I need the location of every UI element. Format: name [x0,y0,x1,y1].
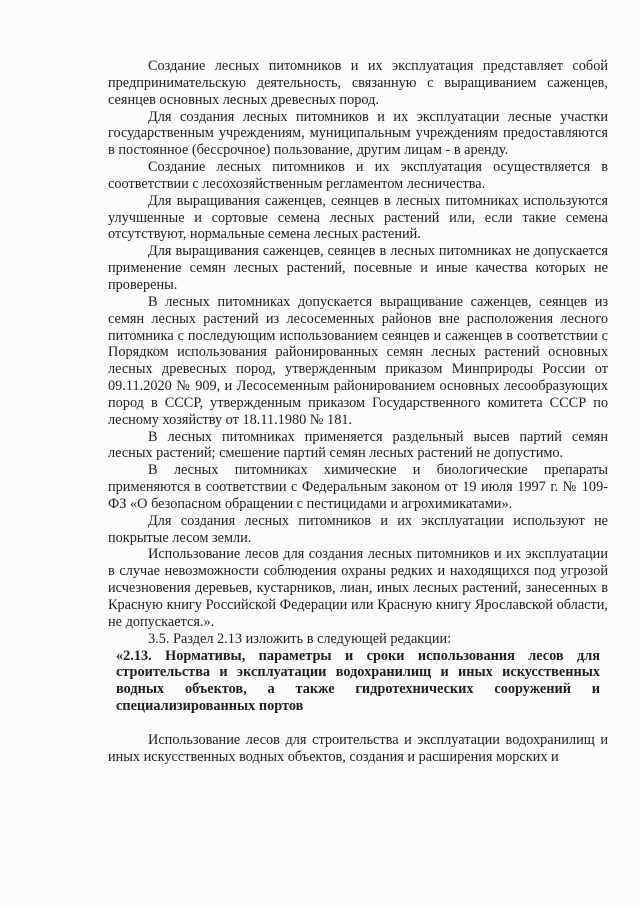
paragraph: Для выращивания саженцев, сеянцев в лесных питомниках используются улучшенные и сортовые семена лесных растений или, если такие семена отсутствуют, нормальные семена лесных растений. [108,192,608,243]
paragraph: Создание лесных питомников и их эксплуатация представляет собой предпринимательскую деятельность, связанную с выращиванием саженцев, сеянцев основных лесных древесных пород. [108,58,608,108]
paragraph: Использование лесов для строительства и эксплуатации водохранилищ и иных искусственных водных объектов, создания и расширения морских и [108,731,608,765]
amendment-instruction: 3.5. Раздел 2.13 изложить в следующей редакции: [148,630,452,647]
paragraph: В лесных питомниках допускается выращивание саженцев, сеянцев из семян лесных растений из лесосеменных районов вне расположения лесного питомника с последующим использованием сеянцев и саженцев в соответствии с Порядком использования районированных семян лесных растений основных лесных древесных пород, утвержденным приказом Минприроды России от 09.11.2020 № 909, и Лесосеменным районированием основных лесообразующих пород в СССР, утвержденным приказом Государственного комитета СССР по лесному хозяйству от 18.11.1980 № 181. [108,293,608,428]
paragraph: Создание лесных питомников и их эксплуатация осуществляется в соответствии с лесохозяйственным регламентом лесничества. [108,159,608,192]
paragraph: Для создания лесных питомников и их эксплуатации лесные участки государственным учреждениям, муниципальным учреждениям предоставляются в постоянное (бессрочное) пользование, другим лицам - в аренду. [108,108,608,159]
paragraph: Для создания лесных питомников и их эксплуатации используют не покрытые лесом земли. [108,512,608,546]
paragraph: В лесных питомниках химические и биологические препараты применяются в соответствии с Федеральным законом от 19 июля 1997 г. № 109-ФЗ «О безопасном обращении с пестицидами и агрохимикатами». [108,462,608,512]
paragraph: Использование лесов для создания лесных питомников и их эксплуатации в случае невозможности соблюдения охраны редких и находящихся под угрозой исчезновения деревьев, кустарников, лиан, иных лесных растений, занесенных в Красную книгу Российской Федерации или Красную книгу Ярославской области, не допускается.». [108,546,608,630]
section-heading: «2.13. Нормативы, параметры и сроки использования лесов для строительства и эксплуатации водохранилищ и иных искусственных водных объектов, а также гидротехнических сооружений и специализированных портов [116,647,600,715]
paragraph: В лесных питомниках применяется раздельный высев партий семян лесных растений; смешение партий семян лесных растений не допустимо. [108,428,608,462]
paragraph: Для выращивания саженцев, сеянцев в лесных питомниках не допускается применение семян лесных растений, посевные и иные качества которых не проверены. [108,243,608,293]
document-body [108,58,608,765]
